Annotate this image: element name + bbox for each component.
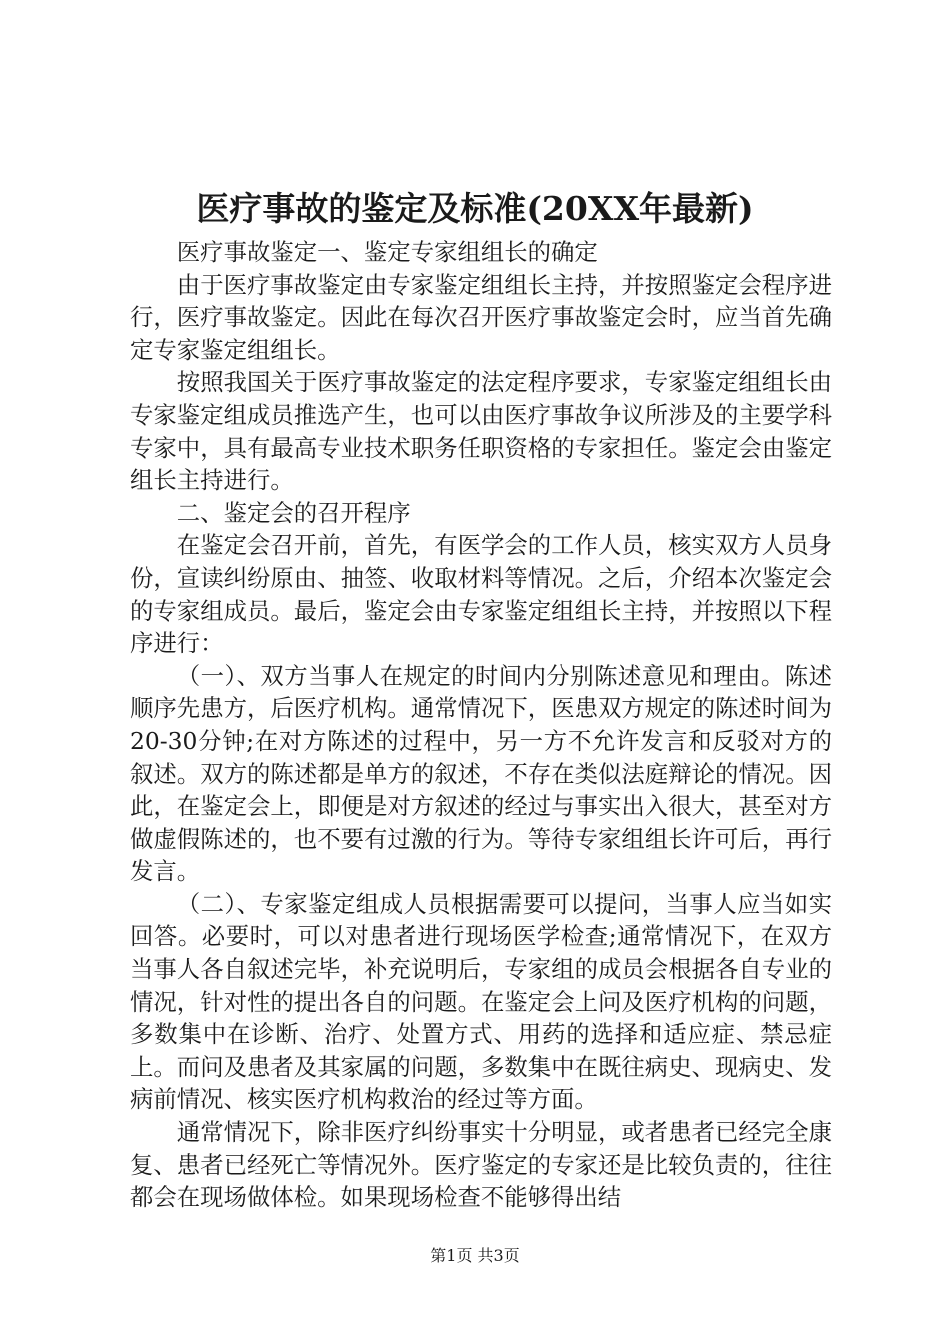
paragraph-6: （一）、双方当事人在规定的时间内分别陈述意见和理由。陈述顺序先患方，后医疗机构。通常情况下，医患双方规定的陈述时间为20-30分钟;在对方陈述的过程中，另一方不允许发言和反驳对方的叙述。双方的陈述都是单方的叙述，不存在类似法庭辩论的情况。因此，在鉴定会上，即便是对方叙述的经过与事实出入很大，甚至对方做虚假陈述的，也不要有过激的行为。等待专家组组长许可后，再行发言。 bbox=[130, 661, 832, 886]
paragraph-2: 由于医疗事故鉴定由专家鉴定组组长主持，并按照鉴定会程序进行，医疗事故鉴定。因此在每次召开医疗事故鉴定会时，应当首先确定专家鉴定组组长。 bbox=[130, 270, 832, 364]
paragraph-1: 医疗事故鉴定一、鉴定专家组组长的确定 bbox=[176, 238, 598, 266]
paragraph-8: 通常情况下，除非医疗纠纷事实十分明显，或者患者已经完全康复、患者已经死亡等情况外。医疗鉴定的专家还是比较负责的，往往都会在现场做体检。如果现场检查不能够得出结 bbox=[130, 1118, 832, 1212]
paragraph-3: 按照我国关于医疗事故鉴定的法定程序要求，专家鉴定组组长由专家鉴定组成员推选产生，也可以由医疗事故争议所涉及的主要学科专家中，具有最高专业技术职务任职资格的专家担任。鉴定会由鉴定组长主持进行。 bbox=[130, 368, 832, 495]
paragraph-5: 在鉴定会召开前，首先，有医学会的工作人员，核实双方人员身份，宣读纠纷原由、抽签、收取材料等情况。之后，介绍本次鉴定会的专家组成员。最后，鉴定会由专家鉴定组组长主持，并按照以下程序进行： bbox=[130, 531, 832, 658]
document-body bbox=[130, 236, 832, 1214]
paragraph-4: 二、鉴定会的召开程序 bbox=[176, 498, 411, 527]
paragraph-7: （二）、专家鉴定组成人员根据需要可以提问，当事人应当如实回答。必要时，可以对患者进行现场医学检查;通常情况下，在双方当事人各自叙述完毕，补充说明后，专家组的成员会根据各自专业的情况，针对性的提出各自的问题。在鉴定会上问及医疗机构的问题，多数集中在诊断、治疗、处置方式、用药的选择和适应症、禁忌症上。而问及患者及其家属的问题，多数集中在既往病史、现病史、发病前情况、核实医疗机构救治的经过等方面。 bbox=[130, 889, 832, 1114]
page-footer: 第1页 共3页 bbox=[430, 1246, 520, 1265]
document-title: 医疗事故的鉴定及标准(20XX年最新) bbox=[196, 189, 754, 228]
